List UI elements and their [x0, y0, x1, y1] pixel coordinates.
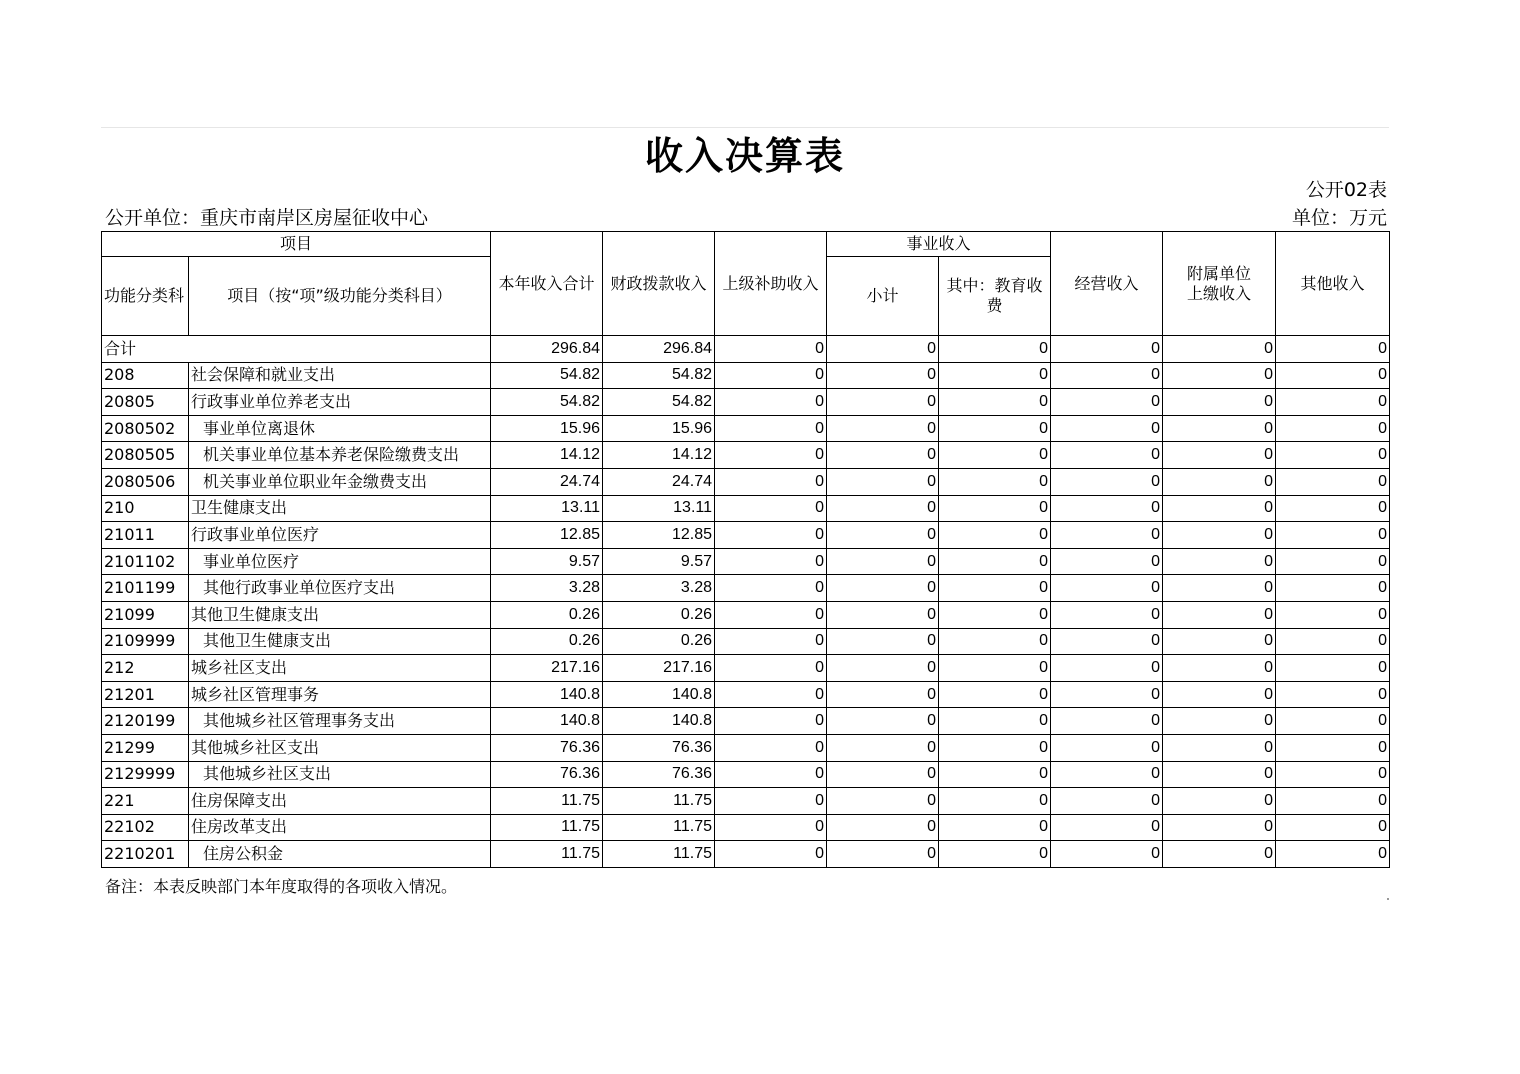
cell-career-edu: 0 [939, 734, 1051, 761]
cell-career-edu: 0 [939, 442, 1051, 469]
cell-superior: 0 [715, 575, 827, 602]
cell-affiliated: 0 [1163, 389, 1276, 416]
cell-career-subtotal: 0 [827, 788, 939, 815]
cell-career-edu: 0 [939, 841, 1051, 868]
cell-fiscal: 0.26 [603, 628, 715, 655]
cell-career-edu: 0 [939, 548, 1051, 575]
cell-affiliated: 0 [1163, 336, 1276, 363]
cell-other: 0 [1276, 415, 1390, 442]
table-row [102, 415, 1390, 442]
cell-business: 0 [1051, 761, 1163, 788]
cell-career-edu: 0 [939, 362, 1051, 389]
cell-career-subtotal: 0 [827, 575, 939, 602]
table-row [102, 522, 1390, 549]
cell-fiscal: 296.84 [603, 336, 715, 363]
cell-total: 24.74 [491, 468, 603, 495]
row-code: 212 [102, 655, 189, 682]
cell-superior: 0 [715, 442, 827, 469]
row-name: 机关事业单位基本养老保险缴费支出 [189, 442, 491, 469]
table-row [102, 601, 1390, 628]
cell-total: 15.96 [491, 415, 603, 442]
row-code: 2080502 [102, 415, 189, 442]
cell-affiliated: 0 [1163, 734, 1276, 761]
cell-business: 0 [1051, 841, 1163, 868]
cell-affiliated: 0 [1163, 628, 1276, 655]
cell-career-subtotal: 0 [827, 761, 939, 788]
cell-fiscal: 13.11 [603, 495, 715, 522]
cell-career-subtotal: 0 [827, 442, 939, 469]
cell-fiscal: 11.75 [603, 814, 715, 841]
cell-career-edu: 0 [939, 575, 1051, 602]
cell-superior: 0 [715, 548, 827, 575]
row-code: 2101199 [102, 575, 189, 602]
cell-fiscal: 54.82 [603, 389, 715, 416]
table-row [102, 655, 1390, 682]
header-item: 项目 [102, 232, 491, 257]
cell-total: 54.82 [491, 389, 603, 416]
cell-business: 0 [1051, 575, 1163, 602]
cell-affiliated: 0 [1163, 708, 1276, 735]
cell-business: 0 [1051, 468, 1163, 495]
cell-business: 0 [1051, 655, 1163, 682]
row-name: 事业单位医疗 [189, 548, 491, 575]
header-business: 经营收入 [1051, 232, 1163, 336]
reporting-unit: 公开单位：重庆市南岸区房屋征收中心 [105, 207, 429, 229]
cell-career-subtotal: 0 [827, 522, 939, 549]
cell-superior: 0 [715, 628, 827, 655]
row-name: 其他城乡社区管理事务支出 [189, 708, 491, 735]
cell-total: 140.8 [491, 708, 603, 735]
page-mark [1387, 898, 1389, 900]
cell-career-edu: 0 [939, 681, 1051, 708]
table-row [102, 734, 1390, 761]
cell-career-edu: 0 [939, 601, 1051, 628]
cell-career-subtotal: 0 [827, 814, 939, 841]
table-row [102, 681, 1390, 708]
header-superior: 上级补助收入 [715, 232, 827, 336]
cell-fiscal: 217.16 [603, 655, 715, 682]
cell-fiscal: 12.85 [603, 522, 715, 549]
row-code: 21099 [102, 601, 189, 628]
cell-superior: 0 [715, 601, 827, 628]
cell-career-subtotal: 0 [827, 734, 939, 761]
table-row [102, 575, 1390, 602]
cell-affiliated: 0 [1163, 495, 1276, 522]
cell-career-subtotal: 0 [827, 389, 939, 416]
cell-business: 0 [1051, 681, 1163, 708]
cell-affiliated: 0 [1163, 601, 1276, 628]
cell-superior: 0 [715, 495, 827, 522]
table-row [102, 362, 1390, 389]
row-code: 208 [102, 362, 189, 389]
cell-business: 0 [1051, 522, 1163, 549]
table-row [102, 628, 1390, 655]
row-name: 住房公积金 [189, 841, 491, 868]
cell-business: 0 [1051, 814, 1163, 841]
cell-other: 0 [1276, 468, 1390, 495]
row-name: 住房改革支出 [189, 814, 491, 841]
cell-career-subtotal: 0 [827, 681, 939, 708]
table-row [102, 548, 1390, 575]
row-code: 2210201 [102, 841, 189, 868]
header-fiscal: 财政拨款收入 [603, 232, 715, 336]
cell-affiliated: 0 [1163, 655, 1276, 682]
cell-career-subtotal: 0 [827, 336, 939, 363]
cell-total: 11.75 [491, 788, 603, 815]
cell-affiliated: 0 [1163, 468, 1276, 495]
cell-other: 0 [1276, 681, 1390, 708]
row-code: 20805 [102, 389, 189, 416]
row-code: 21201 [102, 681, 189, 708]
table-row [102, 708, 1390, 735]
cell-fiscal: 11.75 [603, 841, 715, 868]
cell-affiliated: 0 [1163, 415, 1276, 442]
cell-fiscal: 76.36 [603, 761, 715, 788]
cell-business: 0 [1051, 628, 1163, 655]
cell-career-edu: 0 [939, 389, 1051, 416]
cell-superior: 0 [715, 681, 827, 708]
cell-total: 54.82 [491, 362, 603, 389]
cell-fiscal: 9.57 [603, 548, 715, 575]
row-name: 行政事业单位养老支出 [189, 389, 491, 416]
row-name: 其他卫生健康支出 [189, 628, 491, 655]
cell-career-edu: 0 [939, 655, 1051, 682]
cell-business: 0 [1051, 362, 1163, 389]
header-func-code: 功能分类科 [102, 257, 189, 336]
cell-career-edu: 0 [939, 628, 1051, 655]
table-row [102, 841, 1390, 868]
cell-affiliated: 0 [1163, 788, 1276, 815]
form-number: 公开02表 [1305, 179, 1387, 201]
cell-career-subtotal: 0 [827, 495, 939, 522]
row-code: 2109999 [102, 628, 189, 655]
table-row [102, 788, 1390, 815]
cell-career-subtotal: 0 [827, 362, 939, 389]
cell-fiscal: 3.28 [603, 575, 715, 602]
cell-total: 13.11 [491, 495, 603, 522]
cell-fiscal: 140.8 [603, 708, 715, 735]
cell-business: 0 [1051, 601, 1163, 628]
cell-fiscal: 15.96 [603, 415, 715, 442]
cell-other: 0 [1276, 628, 1390, 655]
header-other: 其他收入 [1276, 232, 1390, 336]
cell-superior: 0 [715, 708, 827, 735]
cell-other: 0 [1276, 522, 1390, 549]
row-name: 城乡社区管理事务 [189, 681, 491, 708]
cell-business: 0 [1051, 788, 1163, 815]
row-code: 2129999 [102, 761, 189, 788]
row-name: 社会保障和就业支出 [189, 362, 491, 389]
cell-total: 12.85 [491, 522, 603, 549]
cell-total: 296.84 [491, 336, 603, 363]
cell-total: 140.8 [491, 681, 603, 708]
header-total: 本年收入合计 [491, 232, 603, 336]
row-name: 机关事业单位职业年金缴费支出 [189, 468, 491, 495]
row-code: 221 [102, 788, 189, 815]
row-name: 卫生健康支出 [189, 495, 491, 522]
row-name: 事业单位离退休 [189, 415, 491, 442]
header-career-subtotal: 小计 [827, 257, 939, 336]
cell-career-subtotal: 0 [827, 548, 939, 575]
cell-business: 0 [1051, 415, 1163, 442]
cell-superior: 0 [715, 362, 827, 389]
cell-career-edu: 0 [939, 708, 1051, 735]
row-code: 2120199 [102, 708, 189, 735]
row-code: 2080506 [102, 468, 189, 495]
row-code: 21299 [102, 734, 189, 761]
cell-career-edu: 0 [939, 522, 1051, 549]
cell-other: 0 [1276, 575, 1390, 602]
cell-other: 0 [1276, 362, 1390, 389]
cell-total: 3.28 [491, 575, 603, 602]
cell-affiliated: 0 [1163, 442, 1276, 469]
cell-superior: 0 [715, 841, 827, 868]
cell-affiliated: 0 [1163, 814, 1276, 841]
cell-other: 0 [1276, 734, 1390, 761]
cell-career-subtotal: 0 [827, 601, 939, 628]
table-row [102, 814, 1390, 841]
cell-fiscal: 14.12 [603, 442, 715, 469]
cell-total: 76.36 [491, 761, 603, 788]
cell-affiliated: 0 [1163, 575, 1276, 602]
cell-fiscal: 0.26 [603, 601, 715, 628]
table-body [102, 336, 1390, 868]
table-row [102, 442, 1390, 469]
row-code: 21011 [102, 522, 189, 549]
cell-superior: 0 [715, 389, 827, 416]
cell-other: 0 [1276, 548, 1390, 575]
row-name: 其他行政事业单位医疗支出 [189, 575, 491, 602]
currency-unit: 单位：万元 [1291, 207, 1387, 229]
cell-business: 0 [1051, 734, 1163, 761]
cell-affiliated: 0 [1163, 761, 1276, 788]
cell-business: 0 [1051, 708, 1163, 735]
cell-affiliated: 0 [1163, 681, 1276, 708]
row-name: 其他卫生健康支出 [189, 601, 491, 628]
cell-total: 14.12 [491, 442, 603, 469]
cell-career-subtotal: 0 [827, 415, 939, 442]
cell-affiliated: 0 [1163, 362, 1276, 389]
cell-affiliated: 0 [1163, 548, 1276, 575]
cell-business: 0 [1051, 336, 1163, 363]
cell-other: 0 [1276, 495, 1390, 522]
cell-fiscal: 140.8 [603, 681, 715, 708]
header-func-name: 项目（按“项”级功能分类科目） [189, 257, 491, 336]
cell-other: 0 [1276, 761, 1390, 788]
cell-superior: 0 [715, 788, 827, 815]
cell-other: 0 [1276, 788, 1390, 815]
table-row [102, 495, 1390, 522]
footnote: 备注：本表反映部门本年度取得的各项收入情况。 [105, 877, 458, 896]
table-row [102, 468, 1390, 495]
cell-superior: 0 [715, 734, 827, 761]
row-code: 2080505 [102, 442, 189, 469]
cell-career-edu: 0 [939, 415, 1051, 442]
cell-business: 0 [1051, 495, 1163, 522]
cell-career-subtotal: 0 [827, 655, 939, 682]
cell-fiscal: 76.36 [603, 734, 715, 761]
cell-total: 11.75 [491, 841, 603, 868]
cell-career-edu: 0 [939, 495, 1051, 522]
header-affiliated: 附属单位上缴收入 [1163, 232, 1276, 336]
cell-total: 0.26 [491, 628, 603, 655]
cell-superior: 0 [715, 814, 827, 841]
cell-other: 0 [1276, 336, 1390, 363]
table-row [102, 761, 1390, 788]
cell-total: 76.36 [491, 734, 603, 761]
cell-fiscal: 24.74 [603, 468, 715, 495]
row-name: 城乡社区支出 [189, 655, 491, 682]
cell-other: 0 [1276, 841, 1390, 868]
cell-total: 9.57 [491, 548, 603, 575]
row-name: 行政事业单位医疗 [189, 522, 491, 549]
row-code: 22102 [102, 814, 189, 841]
table-row [102, 389, 1390, 416]
cell-total: 217.16 [491, 655, 603, 682]
cell-fiscal: 54.82 [603, 362, 715, 389]
cell-other: 0 [1276, 389, 1390, 416]
page-top-rule [101, 127, 1389, 128]
cell-career-subtotal: 0 [827, 708, 939, 735]
row-name: 其他城乡社区支出 [189, 761, 491, 788]
cell-other: 0 [1276, 814, 1390, 841]
total-row [102, 336, 1390, 363]
cell-career-edu: 0 [939, 788, 1051, 815]
cell-total: 11.75 [491, 814, 603, 841]
total-label: 合计 [102, 336, 491, 363]
row-name: 其他城乡社区支出 [189, 734, 491, 761]
cell-superior: 0 [715, 655, 827, 682]
row-name: 住房保障支出 [189, 788, 491, 815]
cell-superior: 0 [715, 468, 827, 495]
cell-superior: 0 [715, 522, 827, 549]
cell-affiliated: 0 [1163, 522, 1276, 549]
header-career: 事业收入 [827, 232, 1051, 257]
cell-business: 0 [1051, 548, 1163, 575]
report-title: 收入决算表 [644, 134, 845, 178]
cell-other: 0 [1276, 601, 1390, 628]
cell-superior: 0 [715, 761, 827, 788]
cell-career-subtotal: 0 [827, 841, 939, 868]
cell-career-edu: 0 [939, 336, 1051, 363]
cell-other: 0 [1276, 708, 1390, 735]
cell-superior: 0 [715, 415, 827, 442]
row-code: 2101102 [102, 548, 189, 575]
cell-career-subtotal: 0 [827, 468, 939, 495]
cell-career-edu: 0 [939, 468, 1051, 495]
income-table [101, 231, 1390, 868]
cell-fiscal: 11.75 [603, 788, 715, 815]
cell-career-subtotal: 0 [827, 628, 939, 655]
cell-career-edu: 0 [939, 814, 1051, 841]
header-career-edu: 其中：教育收费 [939, 257, 1051, 336]
row-code: 210 [102, 495, 189, 522]
cell-other: 0 [1276, 655, 1390, 682]
cell-business: 0 [1051, 442, 1163, 469]
cell-business: 0 [1051, 389, 1163, 416]
cell-other: 0 [1276, 442, 1390, 469]
cell-total: 0.26 [491, 601, 603, 628]
cell-career-edu: 0 [939, 761, 1051, 788]
cell-affiliated: 0 [1163, 841, 1276, 868]
cell-superior: 0 [715, 336, 827, 363]
